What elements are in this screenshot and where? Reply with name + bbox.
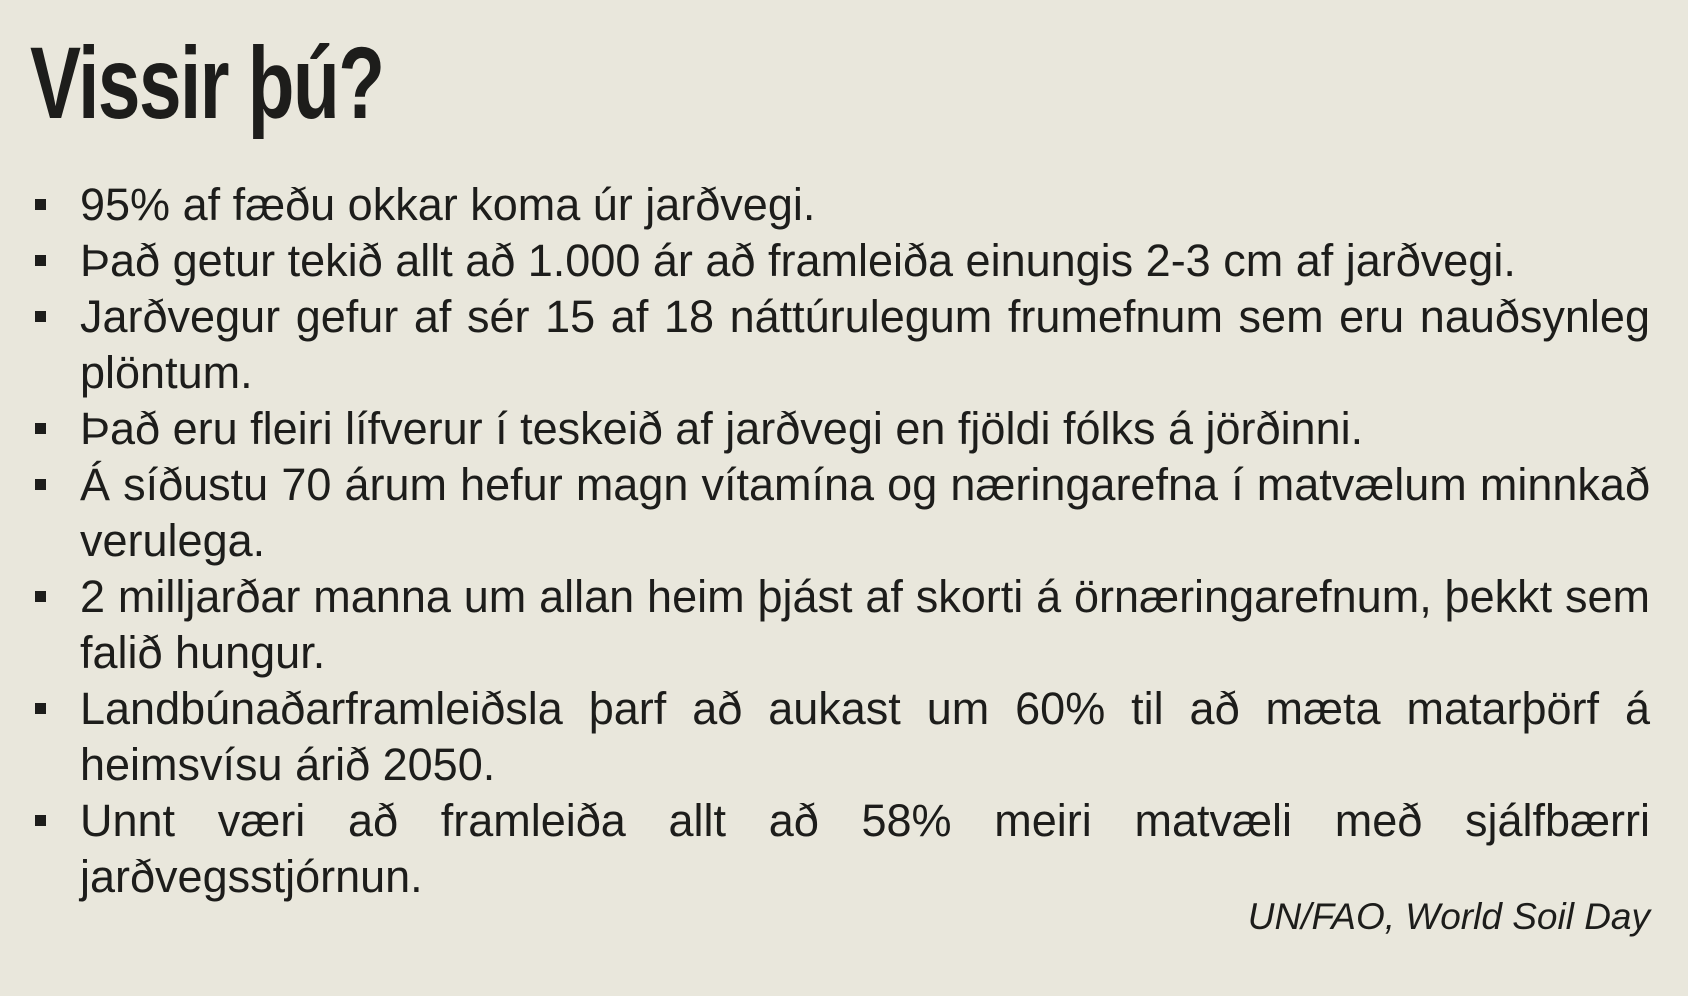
square-bullet-icon bbox=[35, 199, 46, 210]
fact-text: Jarðvegur gefur af sér 15 af 18 náttúrulegum frumefnum sem eru nauðsynleg plöntum. bbox=[80, 291, 1650, 399]
list-item bbox=[30, 681, 1650, 793]
fact-text: Það getur tekið allt að 1.000 ár að framleiða einungis 2-3 cm af jarðvegi. bbox=[80, 235, 1516, 287]
square-bullet-icon bbox=[35, 703, 46, 714]
fact-text: Unnt væri að framleiða allt að 58% meiri matvæli með sjálfbærri jarðvegsstjórnun. bbox=[80, 795, 1650, 903]
list-item bbox=[30, 457, 1650, 569]
square-bullet-icon bbox=[35, 423, 46, 434]
list-item bbox=[30, 233, 1650, 289]
list-item bbox=[30, 569, 1650, 681]
fact-text: Það eru fleiri lífverur í teskeið af jarðvegi en fjöldi fólks á jörðinni. bbox=[80, 403, 1364, 455]
fact-text: 2 milljarðar manna um allan heim þjást af skorti á örnæringarefnum, þekkt sem falið hungur. bbox=[80, 571, 1650, 679]
list-item bbox=[30, 793, 1650, 905]
square-bullet-icon bbox=[35, 591, 46, 602]
fact-text: Landbúnaðarframleiðsla þarf að aukast um 60% til að mæta matarþörf á heimsvísu árið 2050. bbox=[80, 683, 1650, 791]
fact-text: 95% af fæðu okkar koma úr jarðvegi. bbox=[80, 179, 816, 231]
list-item bbox=[30, 177, 1650, 233]
list-item bbox=[30, 289, 1650, 401]
square-bullet-icon bbox=[35, 479, 46, 490]
facts-list bbox=[30, 177, 1650, 905]
page-title: Vissir þú? bbox=[30, 26, 384, 140]
fact-text: Á síðustu 70 árum hefur magn vítamína og næringarefna í matvælum minnkað verulega. bbox=[80, 459, 1650, 567]
source-attribution: UN/FAO, World Soil Day bbox=[1247, 896, 1650, 938]
list-item bbox=[30, 401, 1650, 457]
square-bullet-icon bbox=[35, 255, 46, 266]
square-bullet-icon bbox=[35, 815, 46, 826]
square-bullet-icon bbox=[35, 311, 46, 322]
